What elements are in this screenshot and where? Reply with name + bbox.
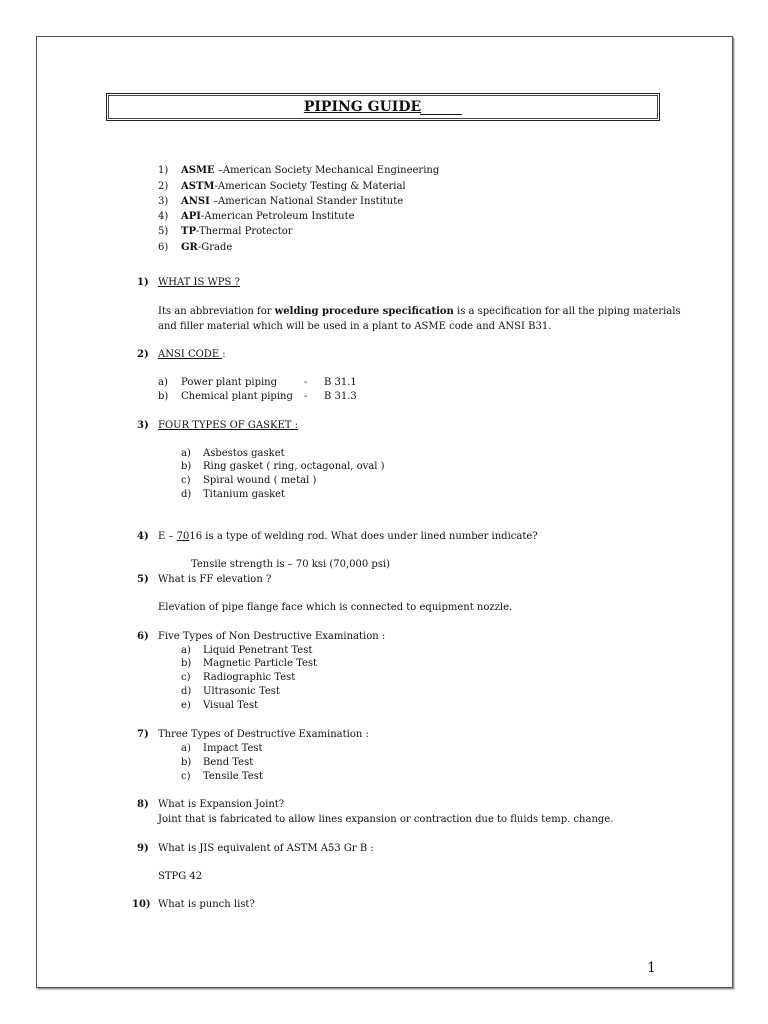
list-item: Asbestos gasket bbox=[203, 448, 285, 459]
question-number: 2) bbox=[137, 349, 149, 360]
question-heading: What is FF elevation ? bbox=[158, 574, 272, 585]
code-value: B 31.3 bbox=[324, 391, 357, 402]
list-label: c) bbox=[181, 475, 191, 486]
question-heading: WHAT IS WPS ? bbox=[158, 277, 240, 288]
question-number: 4) bbox=[137, 531, 149, 542]
list-label: c) bbox=[181, 771, 191, 782]
question-heading: What is Expansion Joint? bbox=[158, 799, 285, 810]
abbr-number: 2) bbox=[158, 181, 169, 192]
list-label: b) bbox=[181, 757, 192, 768]
question-heading: What is punch list? bbox=[158, 899, 255, 910]
question-number: 3) bbox=[137, 420, 149, 431]
question-number: 10) bbox=[132, 899, 151, 910]
list-item: Impact Test bbox=[203, 743, 263, 754]
list-label: b) bbox=[158, 391, 169, 402]
question-number: 7) bbox=[137, 729, 149, 740]
list-label: d) bbox=[181, 686, 192, 697]
list-item: Spiral wound ( metal ) bbox=[203, 475, 317, 486]
code-value: B 31.1 bbox=[324, 377, 357, 388]
abbr-item: ANSI –American National Stander Institute bbox=[181, 196, 404, 207]
question-number: 9) bbox=[137, 843, 149, 854]
answer-text: Tensile strength is – 70 ksi (70,000 psi) bbox=[191, 559, 391, 570]
list-label: a) bbox=[181, 448, 191, 459]
abbr-item: ASTM-American Society Testing & Material bbox=[181, 181, 406, 192]
list-label: a) bbox=[181, 645, 191, 656]
answer-text: Joint that is fabricated to allow lines expansion or contraction due to fluids temp. change. bbox=[158, 814, 614, 825]
list-item: Chemical plant piping bbox=[181, 391, 293, 402]
page-number: 1 bbox=[647, 960, 656, 976]
question-heading: What is JIS equivalent of ASTM A53 Gr B : bbox=[158, 843, 374, 854]
list-item: Power plant piping bbox=[181, 377, 278, 388]
answer-text: Its an abbreviation for welding procedure specification is a specification for all the piping materials bbox=[158, 306, 681, 317]
list-label: e) bbox=[181, 700, 191, 711]
title-box bbox=[106, 93, 660, 121]
abbr-number: 6) bbox=[158, 242, 169, 253]
answer-text: and filler material which will be used in a plant to ASME code and ANSI B31. bbox=[158, 321, 552, 332]
abbr-number: 1) bbox=[158, 165, 169, 176]
abbr-item: TP-Thermal Protector bbox=[181, 226, 293, 237]
abbr-number: 3) bbox=[158, 196, 169, 207]
abbr-item: GR-Grade bbox=[181, 242, 233, 253]
answer-text: Elevation of pipe flange face which is connected to equipment nozzle. bbox=[158, 602, 513, 613]
question-number: 1) bbox=[137, 277, 149, 288]
list-item: Liquid Penetrant Test bbox=[203, 645, 313, 656]
list-label: b) bbox=[181, 658, 192, 669]
abbr-item: API-American Petroleum Institute bbox=[181, 211, 355, 222]
list-item: Magnetic Particle Test bbox=[203, 658, 318, 669]
list-item: Visual Test bbox=[203, 700, 259, 711]
list-item: Ultrasonic Test bbox=[203, 686, 280, 697]
abbr-item: ASME –American Society Mechanical Engineering bbox=[181, 165, 440, 176]
list-label: c) bbox=[181, 672, 191, 683]
abbr-number: 4) bbox=[158, 211, 169, 222]
list-label: d) bbox=[181, 489, 192, 500]
list-dash: - bbox=[304, 391, 308, 402]
list-item: Ring gasket ( ring, octagonal, oval ) bbox=[203, 461, 385, 472]
question-number: 8) bbox=[137, 799, 149, 810]
list-label: b) bbox=[181, 461, 192, 472]
question-heading: ANSI CODE : bbox=[158, 349, 226, 360]
list-label: a) bbox=[158, 377, 168, 388]
list-item: Bend Test bbox=[203, 757, 254, 768]
question-heading: E – 7016 is a type of welding rod. What does under lined number indicate? bbox=[158, 531, 538, 542]
question-heading: FOUR TYPES OF GASKET : bbox=[158, 420, 298, 431]
page-title: PIPING GUIDE bbox=[107, 99, 659, 115]
question-number: 6) bbox=[137, 631, 149, 642]
list-dash: - bbox=[304, 377, 308, 388]
list-item: Titanium gasket bbox=[203, 489, 286, 500]
list-item: Radiographic Test bbox=[203, 672, 296, 683]
list-label: a) bbox=[181, 743, 191, 754]
question-number: 5) bbox=[137, 574, 149, 585]
answer-text: STPG 42 bbox=[158, 871, 203, 882]
abbr-number: 5) bbox=[158, 226, 169, 237]
question-heading: Three Types of Destructive Examination : bbox=[158, 729, 369, 740]
question-heading: Five Types of Non Destructive Examination : bbox=[158, 631, 386, 642]
list-item: Tensile Test bbox=[203, 771, 263, 782]
